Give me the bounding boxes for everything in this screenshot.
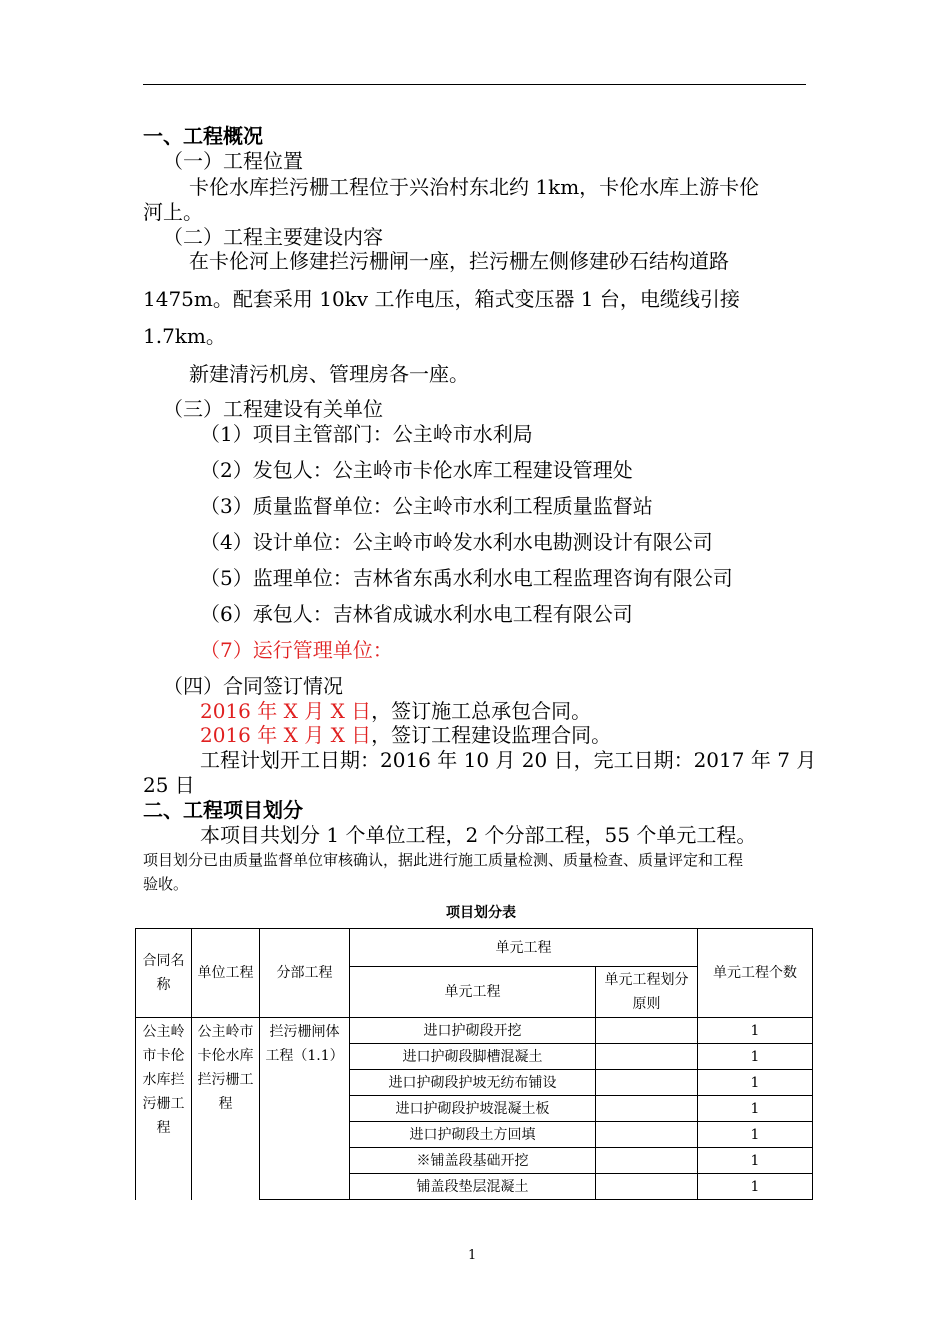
content-text-line3: 1.7km。 [143, 324, 226, 348]
content-text-line2: 1475m。配套采用 10kv 工作电压，箱式变压器 1 台，电缆线引接 [143, 287, 740, 311]
content-text-line1: 在卡伦河上修建拦污栅闸一座，拦污栅左侧修建砂石结构道路 [189, 249, 729, 273]
project-division-table [135, 928, 813, 1200]
section2-heading: 二、工程项目划分 [143, 798, 303, 822]
header-element-sub: 单元工程 [350, 967, 596, 1018]
cell-element-name: 进口护砌段开挖 [350, 1018, 596, 1044]
subheading-contract: （四）合同签订情况 [163, 674, 343, 698]
header-element-count: 单元工程个数 [698, 929, 813, 1018]
cell-sub-project: 拦污栅闸体工程（1.1） [260, 1018, 350, 1200]
plan-dates-line1: 工程计划开工日期：2016 年 10 月 20 日，完工日期：2017 年 7 月 [200, 748, 817, 772]
summary-line2: 项目划分已由质量监督单位审核确认，据此进行施工质量检测、质量检查、质量评定和工程 [143, 851, 744, 869]
cell-element-name: 进口护砌段脚槽混凝土 [350, 1044, 596, 1070]
cell-element-principle [596, 1018, 698, 1044]
unit-item-4: （4）设计单位：公主岭市岭发水利水电勘测设计有限公司 [200, 530, 713, 554]
contract1-date: 2016 年 X 月 X 日 [200, 699, 372, 723]
header-element-principle: 单元工程划分原则 [596, 967, 698, 1018]
cell-element-principle [596, 1070, 698, 1096]
cell-element-name: 铺盖段垫层混凝土 [350, 1174, 596, 1200]
contract1-text: ，签订施工总承包合同。 [371, 699, 592, 723]
cell-element-principle [596, 1122, 698, 1148]
cell-element-count: 1 [698, 1044, 813, 1070]
cell-element-count: 1 [698, 1148, 813, 1174]
cell-element-principle [596, 1148, 698, 1174]
unit-item-7: （7）运行管理单位： [200, 638, 393, 662]
location-text-line1: 卡伦水库拦污栅工程位于兴治村东北约 1km，卡伦水库上游卡伦 [189, 175, 760, 199]
subheading-units: （三）工程建设有关单位 [163, 397, 383, 421]
location-text-line2: 河上。 [143, 200, 203, 224]
cell-unit-project: 公主岭市卡伦水库拦污栅工程 [192, 1018, 260, 1200]
cell-element-count: 1 [698, 1096, 813, 1122]
cell-element-principle [596, 1044, 698, 1070]
cell-element-name: 进口护砌段护坡无纺布铺设 [350, 1070, 596, 1096]
plan-dates-line2: 25 日 [143, 773, 195, 797]
cell-element-name: 进口护砌段土方回填 [350, 1122, 596, 1148]
header-unit-project: 单位工程 [192, 929, 260, 1018]
cell-element-count: 1 [698, 1018, 813, 1044]
cell-element-name: 进口护砌段护坡混凝土板 [350, 1096, 596, 1122]
cell-element-count: 1 [698, 1070, 813, 1096]
unit-item-6: （6）承包人：吉林省成诚水利水电工程有限公司 [200, 602, 633, 626]
header-sub-project: 分部工程 [260, 929, 350, 1018]
header-rule [143, 84, 806, 85]
header-element-project: 单元工程 [350, 929, 698, 967]
cell-element-name: ※铺盖段基础开挖 [350, 1148, 596, 1174]
unit-item-3: （3）质量监督单位：公主岭市水利工程质量监督站 [200, 494, 653, 518]
contract2-text: ，签订工程建设监理合同。 [371, 723, 612, 747]
cell-contract-name: 公主岭市卡伦水库拦污栅工程 [136, 1018, 192, 1200]
subheading-location: （一）工程位置 [163, 149, 303, 173]
table-row [136, 1018, 813, 1044]
table-header-row-1 [136, 929, 813, 967]
subheading-content: （二）工程主要建设内容 [163, 225, 383, 249]
cell-element-principle [596, 1096, 698, 1122]
contract-line-2 [200, 722, 611, 748]
summary-line1: 本项目共划分 1 个单位工程，2 个分部工程，55 个单元工程。 [200, 823, 757, 847]
section1-heading: 一、工程概况 [143, 124, 263, 148]
cell-element-principle [596, 1174, 698, 1200]
unit-item-1: （1）项目主管部门：公主岭市水利局 [200, 422, 533, 446]
table-caption: 项目划分表 [446, 905, 516, 921]
cell-element-count: 1 [698, 1122, 813, 1148]
contract-line-1 [200, 698, 591, 724]
header-contract-name: 合同名称 [136, 929, 192, 1018]
unit-item-2: （2）发包人：公主岭市卡伦水库工程建设管理处 [200, 458, 633, 482]
unit-item-5: （5）监理单位：吉林省东禹水利水电工程监理咨询有限公司 [200, 566, 733, 590]
summary-line3: 验收。 [143, 875, 189, 893]
content-text-line4: 新建清污机房、管理房各一座。 [189, 362, 469, 386]
contract2-date: 2016 年 X 月 X 日 [200, 723, 372, 747]
cell-element-count: 1 [698, 1174, 813, 1200]
page-number: 1 [468, 1248, 477, 1263]
